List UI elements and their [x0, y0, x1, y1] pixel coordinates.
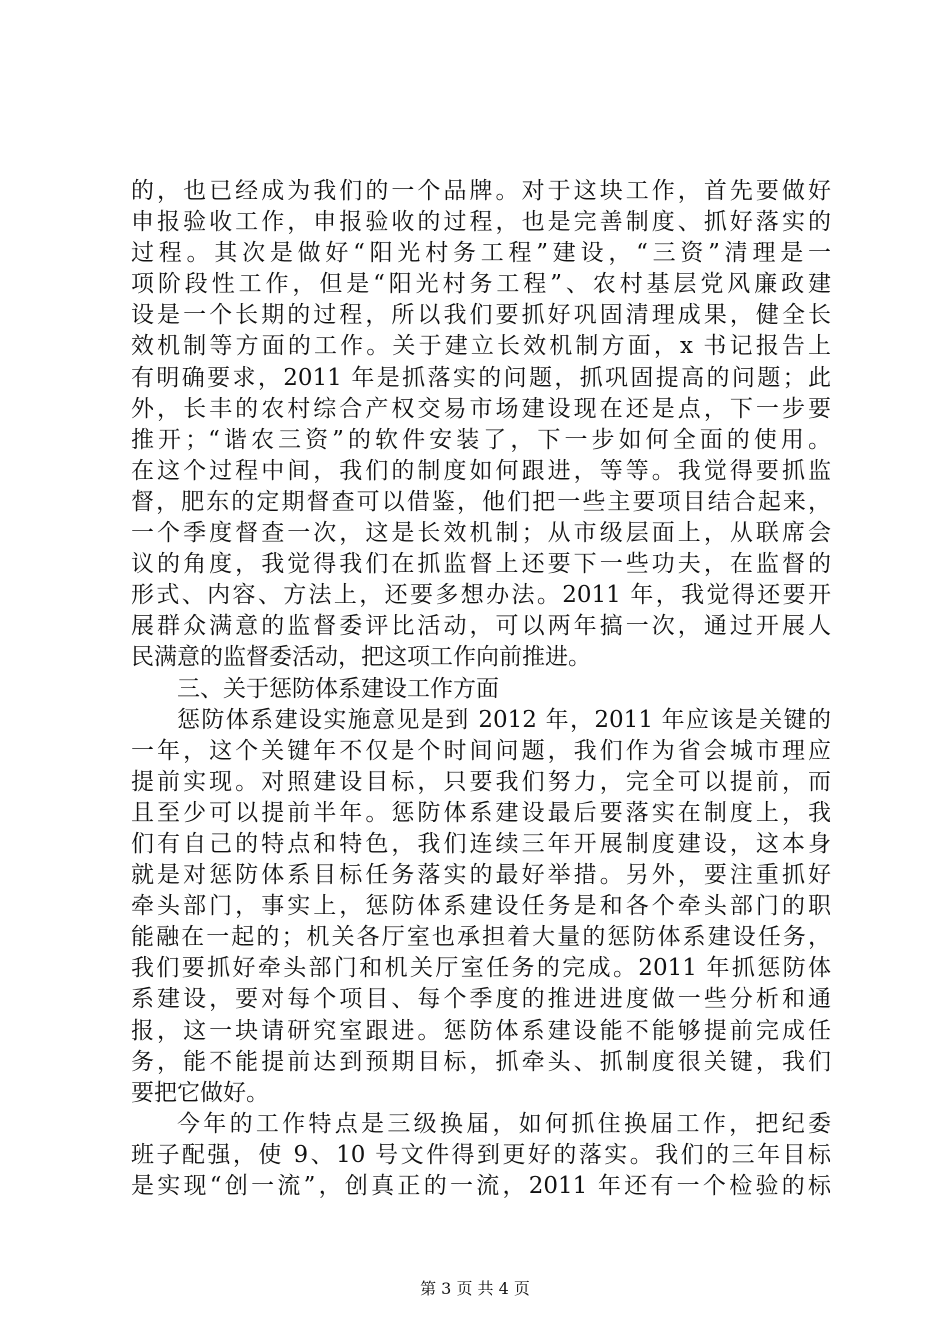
body-line: 要把它做好。	[131, 1079, 269, 1106]
document-body	[131, 176, 831, 1202]
body-line: 推开；“谐农三资”的软件安装了，下一步如何全面的使用。	[131, 426, 831, 453]
body-line: 民满意的监督委活动，把这项工作向前推进。	[131, 644, 591, 671]
body-line: 是实现“创一流”，创真正的一流，2011 年还有一个检验的标	[131, 1173, 831, 1199]
body-line: 的，也已经成为我们的一个品牌。对于这块工作，首先要做好	[131, 178, 831, 204]
body-line: 班子配强，使 9、10 号文件得到更好的落实。我们的三年目标	[131, 1141, 831, 1168]
body-line: 项阶段性工作，但是“阳光村务工程”、农村基层党风廉政建	[131, 271, 831, 298]
body-line: 过程。其次是做好“阳光村务工程”建设，“三资”清理是一	[131, 240, 831, 267]
section-heading: 三、关于惩防体系建设工作方面	[177, 675, 499, 702]
body-line: 效机制等方面的工作。关于建立长效机制方面，x 书记报告上	[131, 333, 831, 360]
body-line: 一年，这个关键年不仅是个时间问题，我们作为省会城市理应	[131, 737, 831, 764]
body-line: 提前实现。对照建设目标，只要我们努力，完全可以提前，而	[131, 768, 831, 795]
body-line: 申报验收工作，申报验收的过程，也是完善制度、抓好落实的	[131, 209, 831, 236]
body-line: 展群众满意的监督委评比活动，可以两年搞一次，通过开展人	[131, 613, 831, 640]
body-line: 形式、内容、方法上，还要多想办法。2011 年，我觉得还要开	[131, 582, 831, 609]
body-line: 外，长丰的农村综合产权交易市场建设现在还是点，下一步要	[131, 395, 831, 422]
body-line: 一个季度督查一次，这是长效机制；从市级层面上，从联席会	[131, 520, 831, 547]
body-line: 就是对惩防体系目标任务落实的最好举措。另外，要注重抓好	[131, 862, 831, 889]
body-line: 议的角度，我觉得我们在抓监督上还要下一些功夫，在监督的	[131, 551, 831, 578]
body-line: 设是一个长期的过程，所以我们要抓好巩固清理成果，健全长	[131, 302, 831, 329]
body-line: 且至少可以提前半年。惩防体系建设最后要落实在制度上，我	[131, 799, 831, 826]
body-line: 报，这一块请研究室跟进。惩防体系建设能不能够提前完成任	[131, 1017, 831, 1044]
body-line: 牵头部门，事实上，惩防体系建设任务是和各个牵头部门的职	[131, 893, 831, 920]
body-line: 们有自己的特点和特色，我们连续三年开展制度建设，这本身	[131, 830, 831, 857]
body-line: 有明确要求，2011 年是抓落实的问题，抓巩固提高的问题；此	[131, 364, 831, 391]
body-line: 我们要抓好牵头部门和机关厅室任务的完成。2011 年抓惩防体	[131, 955, 831, 982]
body-line: 今年的工作特点是三级换届，如何抓住换届工作，把纪委	[177, 1110, 831, 1137]
body-line: 督，肥东的定期督查可以借鉴，他们把一些主要项目结合起来，	[131, 488, 831, 515]
body-line: 务，能不能提前达到预期目标，抓牵头、抓制度很关键，我们	[131, 1048, 831, 1075]
body-line: 在这个过程中间，我们的制度如何跟进，等等。我觉得要抓监	[131, 457, 831, 484]
page-footer: 第 3 页 共 4 页	[420, 1279, 530, 1298]
body-line: 系建设，要对每个项目、每个季度的推进进度做一些分析和通	[131, 986, 831, 1013]
body-line: 惩防体系建设实施意见是到 2012 年，2011 年应该是关键的	[177, 706, 831, 733]
body-line: 能融在一起的；机关各厅室也承担着大量的惩防体系建设任务，	[131, 924, 831, 951]
